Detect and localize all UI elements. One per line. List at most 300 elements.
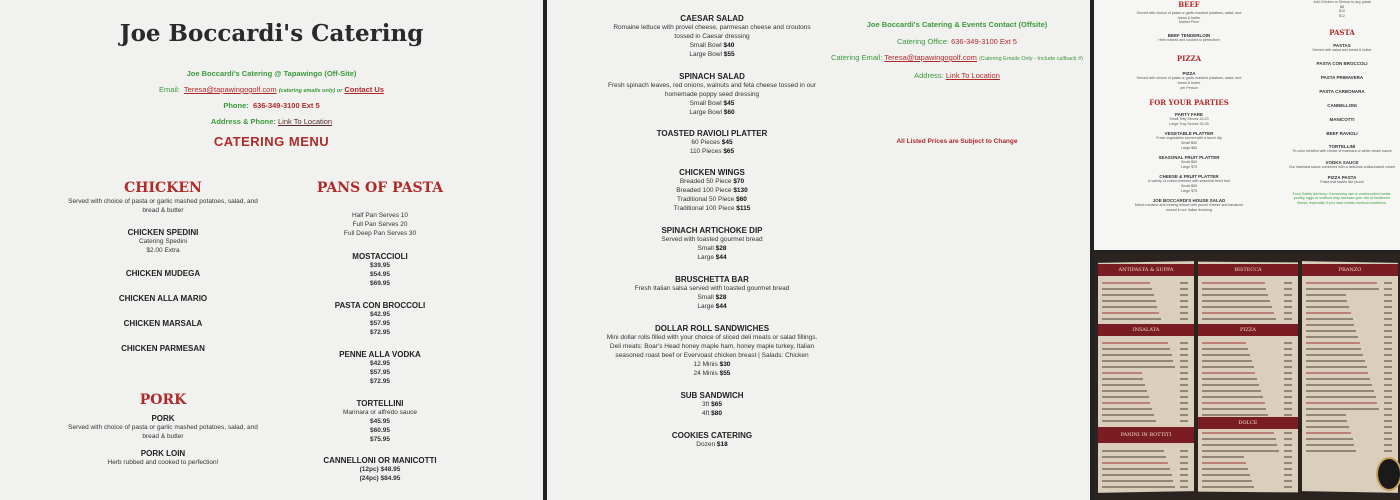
menu-photo-price-mark (1180, 294, 1188, 296)
price-value: $130 (733, 187, 748, 194)
address-line (0, 117, 543, 126)
menu-photo-line (1202, 360, 1252, 362)
party-item: VEGETABLE PLATTER (1164, 131, 1214, 137)
menu-photo-line (1102, 378, 1143, 380)
menu-photo-line (1306, 318, 1353, 320)
menu-photo-line (1102, 288, 1152, 290)
menu-photo-price-mark (1180, 390, 1188, 392)
beef-tenderloin: BEEF TENDERLOIN (1167, 32, 1211, 38)
party-line: Large $75 (1180, 188, 1198, 193)
menu-item-name: CAESAR SALAD (680, 14, 744, 23)
menu-photo-line (1102, 366, 1175, 368)
menu-item-name: SPINACH SALAD (679, 72, 745, 81)
menu-photo-price-mark (1180, 348, 1188, 350)
party-line: Small $65 (1181, 183, 1197, 188)
menu-photo-line (1202, 282, 1265, 284)
menu-photo-price-mark (1384, 294, 1392, 296)
menu-photo-line (1102, 408, 1152, 410)
menu-photo-price-mark (1180, 384, 1188, 386)
menu-photo-line (1202, 396, 1263, 398)
menu-photo-line (1202, 342, 1246, 344)
menu-photo-price-mark (1180, 300, 1188, 302)
menu-photo-line (1306, 444, 1354, 446)
address-label: Address & Phone: (210, 117, 276, 126)
price-value: $30 (719, 361, 731, 368)
menu-photo-line (1306, 396, 1376, 398)
menu-photo-line (1306, 378, 1370, 380)
menu-photo-price-mark (1180, 372, 1188, 374)
price-label: Small Bowl (689, 42, 722, 49)
menu-photo-line (1306, 294, 1346, 296)
price-label: Small (697, 245, 714, 252)
price-value: $65 (723, 148, 735, 155)
menu-photo-price-mark (1384, 324, 1392, 326)
menu-photo-line (1306, 288, 1379, 290)
price-value: $55 (723, 51, 735, 58)
menu-item-price: $42.95 (370, 311, 390, 318)
menu-photo-line (1306, 324, 1354, 326)
menu-item-name: MOSTACCIOLI (352, 252, 408, 261)
price-label: Small (697, 294, 714, 301)
price-value: $115 (736, 205, 751, 212)
menu-photo-price-mark (1384, 408, 1392, 410)
add-on-price: $8 (1340, 4, 1344, 9)
price-label: Dozen (696, 441, 716, 448)
menu-item-price: $2.00 Extra (146, 247, 180, 254)
chicken-description: Served with choice of pasta or garlic mashed potatoes, salad, and bread & butter (68, 198, 258, 214)
email-link[interactable]: Teresa@tapawingogolf.com (884, 53, 977, 62)
menu-item-description: seasoned roast beef or Evervoast chicken breast | Salads: Chicken (615, 352, 809, 359)
menu-photo-line (1306, 360, 1365, 362)
menu-photo-line (1102, 354, 1172, 356)
party-item: JOE BOCCARDI'S HOUSE SALAD (1152, 198, 1226, 204)
menu-photo-column (1098, 261, 1194, 493)
menu-photo-price-mark (1384, 318, 1392, 320)
pasta-heading: PANS OF PASTA (316, 180, 444, 196)
menu-item-price: $57.95 (370, 320, 390, 327)
menu-photo-price-mark (1284, 354, 1292, 356)
menu-photo-price-mark (1284, 456, 1292, 458)
contact-title: Joe Boccardi's Catering & Events Contact (Offsite) (866, 20, 1048, 29)
menu-item-price (602, 360, 822, 369)
price-value: $65 (711, 401, 722, 408)
menu-photo-line (1102, 474, 1172, 476)
price-label: Large (697, 303, 714, 310)
email-link[interactable]: Teresa@tapawingogolf.com (183, 85, 277, 94)
phone-line (0, 101, 543, 110)
pizza-price: per Person (1180, 85, 1198, 90)
price-label: 4ft (702, 410, 710, 417)
menu-item-price (602, 177, 822, 186)
menu-photo-line (1102, 300, 1156, 302)
menu-photo-price-mark (1384, 396, 1392, 398)
menu-photo-line (1202, 462, 1246, 464)
menu-photo-line (1306, 300, 1347, 302)
menu-item-price (602, 302, 822, 311)
menu-photo-line (1202, 318, 1276, 320)
menu-item (602, 168, 822, 213)
menu-photo-line (1102, 414, 1154, 416)
menu-photo-line (1306, 342, 1360, 344)
menu-photo-line (1202, 384, 1259, 386)
party-line: Large $65 (1180, 145, 1198, 150)
menu-photo-price-mark (1284, 438, 1292, 440)
party-item: CHEESE & FRUIT PLATTER (1159, 174, 1219, 180)
contact-block (827, 20, 1087, 145)
menu-photo-line (1306, 408, 1379, 410)
menu-item-name: PORK LOIN (140, 449, 186, 458)
menu-item-price: $69.95 (370, 280, 390, 287)
menu-photo-price-mark (1384, 444, 1392, 446)
price-notice: All Listed Prices are Subject to Change (896, 138, 1018, 145)
menu-item-price (602, 108, 822, 117)
menu-photo-price-mark (1180, 420, 1188, 422)
pan-size: Half Pan Serves 10 (351, 212, 408, 219)
menu-photo-price-mark (1384, 390, 1392, 392)
menu-item-name: CHICKEN MUDEGA (125, 269, 201, 278)
menu-item-price (602, 147, 822, 156)
menu-item-price: (24pc) $84.95 (359, 475, 401, 482)
menu-item-price (602, 440, 822, 449)
pan-size: Full Pan Serves 20 (352, 221, 408, 228)
menu-photo-line (1102, 360, 1173, 362)
menu-item-price (602, 138, 822, 147)
menu-photo-price-mark (1284, 402, 1292, 404)
menu-photo-price-mark (1384, 354, 1392, 356)
pasta-item: VODKA SAUCE (1325, 159, 1359, 165)
menu-photo-line (1202, 438, 1276, 440)
menu-photo-price-mark (1384, 330, 1392, 332)
price-value: $40 (723, 42, 735, 49)
price-label: 60 Pieces (691, 139, 720, 146)
menu-photo-price-mark (1284, 414, 1292, 416)
menu-photo-line (1102, 312, 1159, 314)
menu-photo-price-mark (1284, 348, 1292, 350)
menu-photo-line (1102, 384, 1145, 386)
menu-item-name: SUB SANDWICH (680, 391, 744, 400)
price-value: $45 (723, 100, 735, 107)
party-line: Large $75 (1180, 164, 1198, 169)
menu-item (602, 324, 822, 378)
menu-item-description: Served with toasted gourmet bread (661, 236, 763, 243)
price-label: 110 Pieces (689, 148, 722, 155)
pasta-item: PIZZA PASTA (1327, 175, 1357, 181)
menu-photo-price-mark (1284, 378, 1292, 380)
menu-item-price (602, 186, 822, 195)
address-label: Address: (914, 71, 944, 80)
menu-item-price: $45.95 (370, 418, 390, 425)
menu-photo-line (1102, 456, 1166, 458)
party-line: Large Tray Serves 30-40 (1169, 121, 1209, 126)
price-label: 24 Minis (693, 370, 718, 377)
menu-photo-price-mark (1180, 288, 1188, 290)
price-label: Large (697, 254, 714, 261)
menu-photo-header: BISTECCA (1198, 264, 1298, 276)
menu-item-price: $75.95 (370, 436, 390, 443)
price-label: 12 Minis (693, 361, 718, 368)
email-line (827, 53, 1087, 64)
printed-menu-thumbnail (1094, 0, 1400, 250)
menu-item-name: CHICKEN MARSALA (123, 319, 203, 328)
price-label: Small Bowl (689, 100, 722, 107)
menu-photo-line (1202, 480, 1252, 482)
menu-photo-price-mark (1180, 486, 1188, 488)
menu-photo-line (1202, 348, 1248, 350)
menu-photo-line (1306, 330, 1356, 332)
menu-photo-price-mark (1384, 378, 1392, 380)
menu-item-name: PORK (151, 414, 175, 423)
party-line: Mixed romaine and iceberg lettuce with provel cheese and tomatoes (1134, 203, 1244, 208)
party-line: tossed in our Italian dressing (1166, 207, 1212, 212)
menu-photo-price-mark (1384, 402, 1392, 404)
pasta-item: PASTAS (1333, 43, 1351, 49)
menu-photo-price-mark (1284, 396, 1292, 398)
party-line: Fresh vegetables served with a ranch dip (1156, 136, 1222, 141)
menu-photo-line (1306, 414, 1346, 416)
menu-photo-line (1306, 282, 1377, 284)
menu-photo-price-mark (1384, 288, 1392, 290)
menu-photo-price-mark (1384, 426, 1392, 428)
menu-item-price: $72.95 (370, 378, 390, 385)
price-label: Breaded 100 Piece (676, 187, 732, 194)
menu-photo-price-mark (1384, 450, 1392, 452)
thumbnail-left-column (1094, 0, 1284, 212)
pasta-item: PASTA CARBONARA (1319, 88, 1365, 94)
menu-photo-price-mark (1284, 474, 1292, 476)
pasta-item: PASTA CON BROCCOLI (1316, 60, 1368, 66)
menu-item-price (602, 50, 822, 59)
menu-photo-price-mark (1180, 456, 1188, 458)
menu-photo-line (1202, 456, 1244, 458)
email-label: Email: (159, 85, 180, 94)
menu-photo-line (1306, 372, 1368, 374)
menu-photo-line (1102, 450, 1164, 452)
menu-photo-header: PRANZO (1302, 264, 1398, 276)
menu-photo-line (1102, 396, 1149, 398)
pasta-item: TORTELLINI (1328, 143, 1356, 149)
menu-photo-line (1102, 372, 1142, 374)
catering-subtitle: Joe Boccardi's Catering @ Tapawingo (Off-Site) (186, 69, 357, 78)
menu-photo-line (1202, 288, 1266, 290)
office-line (827, 37, 1087, 46)
menu-item-description: Herb rubbed and cooked to perfection! (107, 459, 219, 466)
menu-photo-price-mark (1384, 372, 1392, 374)
price-value: $44 (715, 254, 727, 261)
menu-item-price (602, 204, 822, 213)
menu-photo-price-mark (1180, 282, 1188, 284)
menu-item-price (602, 409, 822, 418)
menu-photo-line (1202, 306, 1272, 308)
menu-item-name: CHICKEN PARMESAN (121, 344, 205, 353)
price-value: $60 (723, 109, 735, 116)
menu-photo-line (1202, 486, 1254, 488)
price-label: Traditional 100 Piece (673, 205, 735, 212)
party-item: SEASONAL FRUIT PLATTER (1158, 155, 1220, 161)
party-line: Small Tray Serves 15-20 (1169, 117, 1209, 122)
menu-photo-line (1202, 378, 1257, 380)
party-line: Small $60 (1181, 160, 1197, 165)
price-value: $60 (736, 196, 747, 203)
party-line: Small $50 (1181, 140, 1197, 145)
menu-photo-line (1202, 450, 1279, 452)
price-value: $18 (716, 441, 728, 448)
menu-photo-line (1306, 348, 1361, 350)
menu-item-description: Fresh spinach leaves, red onions, walnuts and feta cheese tossed in our (607, 82, 817, 89)
menu-photo-price-mark (1180, 474, 1188, 476)
beef-description: Served with choice of pasta or garlic mashed potatoes, salad, and bread & butter (1136, 11, 1242, 20)
catering-menu-heading: CATERING MENU (213, 134, 330, 149)
menu-photo-line (1306, 432, 1351, 434)
pork-section (63, 392, 263, 467)
menu-item (602, 14, 822, 59)
menu-photo-price-mark (1180, 450, 1188, 452)
pizza-heading: PIZZA (1176, 54, 1202, 64)
price-label: Breaded 50 Piece (679, 178, 732, 185)
party-item: PARTY FARE (1174, 112, 1204, 118)
menu-photo-price-mark (1284, 372, 1292, 374)
menu-photo-price-mark (1284, 432, 1292, 434)
menu-photo-price-mark (1180, 378, 1188, 380)
pasta-desc: Tri-color tortellini with choice of marinara or white cream sauce (1292, 148, 1392, 153)
menu-photo (1094, 252, 1400, 500)
menu-photo-line (1102, 294, 1154, 296)
menu-item-price (602, 41, 822, 50)
contact-us-link[interactable]: Contact Us (344, 85, 384, 94)
pizza-desc: Served with choice of pasta or garlic mashed potatoes, salad, and bread & butter (1136, 76, 1242, 85)
menu-photo-line (1102, 462, 1168, 464)
menu-photo-price-mark (1284, 444, 1292, 446)
pasta-desc: Our marinara sauce combined with a delicious vodka-based cream (1288, 164, 1396, 169)
menu-item-price (602, 253, 822, 262)
price-label: Large Bowl (689, 51, 722, 58)
menu-photo-price-mark (1180, 306, 1188, 308)
menu-item-name: TORTELLINI (356, 399, 404, 408)
menu-photo-line (1306, 354, 1363, 356)
pasta-item: MANICOTTI (1329, 116, 1355, 122)
menu-photo-line (1306, 366, 1367, 368)
menu-photo-price-mark (1284, 294, 1292, 296)
menu-photo-price-mark (1384, 360, 1392, 362)
menu-item-price (602, 293, 822, 302)
menu-photo-price-mark (1180, 342, 1188, 344)
menu-photo-price-mark (1384, 348, 1392, 350)
menu-photo-price-mark (1180, 408, 1188, 410)
menu-item (602, 72, 822, 117)
pasta-item: PASTA PRIMAVERA (1320, 74, 1364, 80)
office-phone: 636-349-3100 Ext 5 (951, 37, 1017, 46)
menu-photo-price-mark (1284, 480, 1292, 482)
menu-photo-price-mark (1180, 318, 1188, 320)
menu-photo-price-mark (1284, 342, 1292, 344)
menu-item-price (602, 195, 822, 204)
menu-photo-line (1102, 480, 1173, 482)
menu-photo-line (1306, 390, 1374, 392)
menu-item-price: (12pc) $48.95 (359, 466, 401, 473)
menu-item (602, 391, 822, 418)
menu-photo-price-mark (1384, 336, 1392, 338)
menu-item (602, 226, 822, 262)
menu-item-name: BRUSCHETTA BAR (675, 275, 749, 284)
menu-photo-line (1306, 306, 1349, 308)
menu-item-detail: Catering Spedini (138, 238, 188, 245)
email-note: (catering emails only) or (278, 88, 343, 94)
menu-photo-header: INSALATA (1098, 324, 1194, 336)
menu-photo-line (1306, 450, 1356, 452)
menu-photo-price-mark (1284, 282, 1292, 284)
price-label: Large Bowl (689, 109, 722, 116)
price-value: $28 (715, 294, 727, 301)
menu-photo-line (1202, 402, 1265, 404)
menu-photo-line (1102, 390, 1147, 392)
menu-photo-price-mark (1384, 420, 1392, 422)
menu-item-name: PASTA CON BROCCOLI (334, 301, 426, 310)
price-value: $80 (711, 410, 722, 417)
pork-heading: PORK (139, 392, 187, 408)
menu-photo-price-mark (1284, 408, 1292, 410)
menu-photo-line (1102, 486, 1175, 488)
menu-item-price: $39.95 (370, 262, 390, 269)
menu-photo-line (1306, 438, 1353, 440)
location-link[interactable]: Link To Location (945, 71, 1000, 80)
menu-photo-price-mark (1384, 282, 1392, 284)
menu-photo-line (1306, 426, 1349, 428)
menu-photo-line (1202, 474, 1250, 476)
menu-photo-price-mark (1284, 366, 1292, 368)
price-value: $44 (715, 303, 727, 310)
menu-photo-header: DOLCE (1198, 417, 1298, 429)
menu-photo-line (1102, 348, 1170, 350)
email-line (0, 85, 543, 94)
menu-photo-line (1102, 318, 1161, 320)
menu-item (602, 431, 822, 449)
menu-item-name: PENNE ALLA VODKA (339, 350, 421, 359)
menu-photo-line (1202, 414, 1268, 416)
menu-photo-price-mark (1384, 384, 1392, 386)
menu-photo-price-mark (1180, 414, 1188, 416)
menu-photo-price-mark (1384, 366, 1392, 368)
pasta-heading: PASTA (1329, 28, 1355, 38)
menu-photo-line (1202, 468, 1248, 470)
location-link[interactable]: Link To Location (278, 117, 333, 126)
menu-item-price (602, 244, 822, 253)
menu-item-name: CHICKEN SPEDINI (127, 228, 199, 237)
menu-photo-price-mark (1384, 300, 1392, 302)
catering-menu-page-right (547, 0, 1090, 500)
menu-photo-price-mark (1384, 312, 1392, 314)
party-line: A variety of cubed cheeses with seasonal fresh fruit (1148, 179, 1230, 184)
price-label: 3ft (702, 401, 710, 408)
menu-photo-price-mark (1284, 312, 1292, 314)
email-note: (Catering Emails Only - Include callback #) (979, 56, 1083, 62)
menu-item (602, 129, 822, 156)
pasta-item: BEEF RAVIOLI (1326, 130, 1358, 136)
pizza-item: PIZZA (1182, 71, 1196, 77)
price-label: Traditional 50 Piece (677, 196, 735, 203)
thumbnail-right-column (1284, 0, 1400, 206)
menu-photo-price-mark (1180, 360, 1188, 362)
menu-photo-price-mark (1284, 450, 1292, 452)
menu-photo-price-mark (1180, 402, 1188, 404)
phone-label: Phone: (223, 101, 249, 110)
menu-item-description: Marinara or alfredo sauce (342, 409, 418, 416)
menu-photo-column (1198, 262, 1298, 493)
menu-item-price (602, 369, 822, 378)
menu-photo-price-mark (1180, 462, 1188, 464)
menu-photo-price-mark (1180, 366, 1188, 368)
menu-photo-line (1306, 312, 1351, 314)
menu-photo-line (1202, 312, 1274, 314)
menu-item-name: DOLLAR ROLL SANDWICHES (654, 324, 770, 333)
